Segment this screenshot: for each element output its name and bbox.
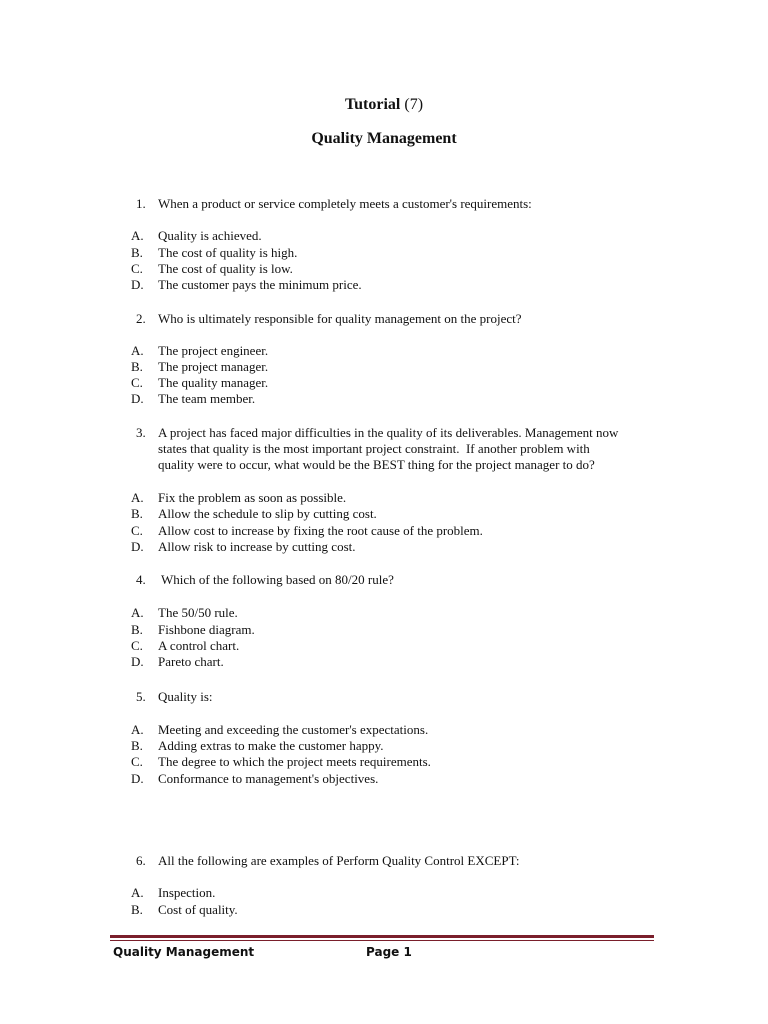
- option-text: The 50/50 rule.: [158, 605, 238, 620]
- option-letter: A.: [131, 228, 144, 243]
- question-number: 6.: [136, 853, 146, 868]
- question-text: states that quality is the most important project constraint. If another problem with: [158, 441, 590, 456]
- option-letter: D.: [131, 771, 144, 786]
- option-text: The degree to which the project meets requirements.: [158, 754, 431, 769]
- question-text: All the following are examples of Perform Quality Control EXCEPT:: [158, 853, 520, 868]
- option-text: The customer pays the minimum price.: [158, 277, 362, 292]
- option-letter: B.: [131, 359, 143, 374]
- option-letter: D.: [131, 277, 144, 292]
- question-number: 2.: [136, 311, 146, 326]
- question-text: quality were to occur, what would be the BEST thing for the project manager to do?: [158, 457, 595, 472]
- page-subtitle: Quality Management: [311, 130, 457, 147]
- option-text: Meeting and exceeding the customer's expectations.: [158, 722, 429, 737]
- option-text: A control chart.: [158, 638, 240, 653]
- option-letter: A.: [131, 605, 144, 620]
- option-letter: D.: [131, 654, 144, 669]
- option-letter: B.: [131, 902, 143, 917]
- option-text: The project engineer.: [158, 343, 269, 358]
- option-letter: A.: [131, 885, 144, 900]
- title-number: (7): [404, 96, 424, 113]
- footer-rule-thin: [110, 940, 654, 941]
- option-text: Fix the problem as soon as possible.: [158, 490, 347, 505]
- title-word: Tutorial: [344, 96, 401, 113]
- option-letter: A.: [131, 343, 144, 358]
- question-text: Which of the following based on 80/20 rule?: [158, 572, 394, 587]
- option-text: Adding extras to make the customer happy.: [158, 738, 384, 753]
- option-letter: B.: [131, 738, 143, 753]
- question-number: 1.: [136, 196, 146, 211]
- page-title: [0, 95, 768, 115]
- question-number: 5.: [136, 689, 146, 704]
- option-text: The cost of quality is high.: [158, 245, 298, 260]
- question-text: Who is ultimately responsible for quality management on the project?: [158, 311, 522, 326]
- footer-page-number: Page 1: [366, 945, 412, 959]
- option-letter: C.: [131, 638, 143, 653]
- option-text: Pareto chart.: [158, 654, 224, 669]
- option-letter: C.: [131, 375, 143, 390]
- footer-rule-thick: [110, 935, 654, 938]
- option-text: Conformance to management's objectives.: [158, 771, 379, 786]
- option-text: Allow cost to increase by fixing the root cause of the problem.: [158, 523, 483, 538]
- option-text: Quality is achieved.: [158, 228, 262, 243]
- option-letter: C.: [131, 754, 143, 769]
- option-text: The cost of quality is low.: [158, 261, 293, 276]
- option-text: Fishbone diagram.: [158, 622, 255, 637]
- option-text: The quality manager.: [158, 375, 269, 390]
- option-letter: B.: [131, 506, 143, 521]
- option-text: Inspection.: [158, 885, 216, 900]
- option-text: Cost of quality.: [158, 902, 238, 917]
- option-letter: A.: [131, 490, 144, 505]
- option-text: The team member.: [158, 391, 256, 406]
- option-text: The project manager.: [158, 359, 269, 374]
- option-letter: C.: [131, 261, 143, 276]
- option-letter: D.: [131, 391, 144, 406]
- option-text: Allow the schedule to slip by cutting cost.: [158, 506, 377, 521]
- option-letter: B.: [131, 245, 143, 260]
- option-letter: C.: [131, 523, 143, 538]
- option-letter: B.: [131, 622, 143, 637]
- option-letter: D.: [131, 539, 144, 554]
- question-number: 3.: [136, 425, 146, 440]
- option-letter: A.: [131, 722, 144, 737]
- question-text: Quality is:: [158, 689, 213, 704]
- option-text: Allow risk to increase by cutting cost.: [158, 539, 356, 554]
- question-text: A project has faced major difficulties in the quality of its deliverables. Management now: [158, 425, 619, 440]
- footer-document-title: Quality Management: [113, 945, 255, 959]
- question-number: 4.: [136, 572, 146, 587]
- question-text: When a product or service completely meets a customer's requirements:: [158, 196, 532, 211]
